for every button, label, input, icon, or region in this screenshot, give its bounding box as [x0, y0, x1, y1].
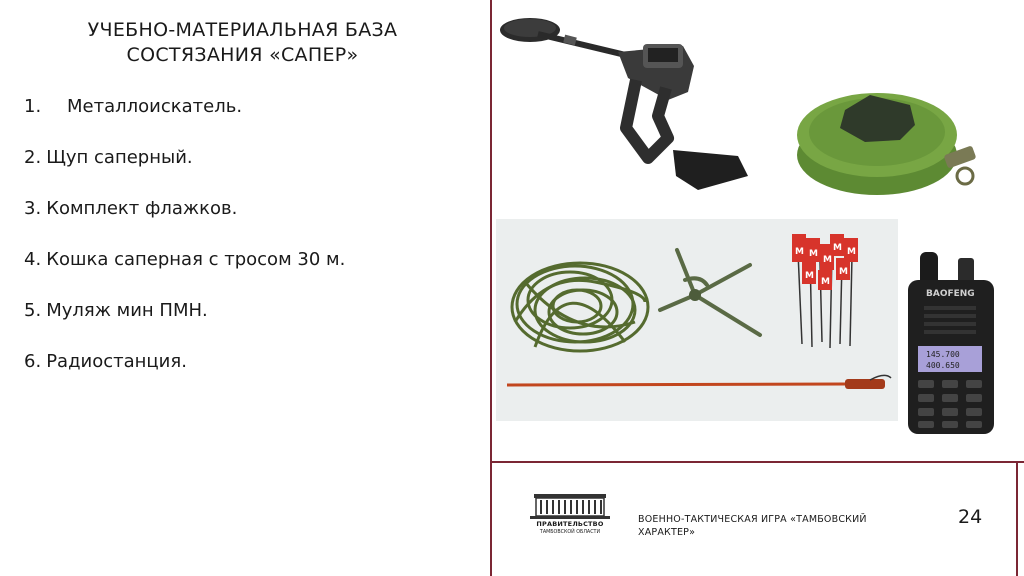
item-number: 4.: [24, 249, 42, 270]
title-line-1: УЧЕБНО-МАТЕРИАЛЬНАЯ БАЗА: [87, 19, 398, 41]
radio-brand: BAOFENG: [926, 289, 975, 299]
item-number: 2.: [24, 147, 42, 168]
metal-detector-image: [498, 8, 760, 198]
flag-letter: М: [805, 271, 814, 281]
item-text: Радиостанция.: [46, 351, 187, 372]
list-item: [24, 197, 345, 248]
item-number: 3.: [24, 198, 42, 219]
slide-title: [40, 18, 445, 68]
item-text: Кошка саперная с тросом 30 м.: [46, 249, 346, 270]
title-line-2: СОСТЯЗАНИЯ «САПЕР»: [126, 44, 359, 66]
footer-caption-line-2: ХАРАКТЕР»: [638, 527, 696, 538]
grapnel-hook-image: [655, 245, 765, 345]
footer-caption-line-1: ВОЕННО-ТАКТИЧЕСКАЯ ИГРА «ТАМБОВСКИЙ: [638, 514, 867, 525]
flag-letter: М: [795, 247, 804, 257]
right-edge-line: [1016, 462, 1018, 576]
item-number: 6.: [24, 351, 42, 372]
flag-letter: М: [839, 267, 848, 277]
flag-letter: М: [823, 255, 832, 265]
government-logo: [528, 492, 612, 544]
logo-caption: ПРАВИТЕЛЬСТВО: [536, 520, 604, 528]
flag-letter: М: [809, 249, 818, 259]
list-item: [24, 248, 345, 299]
list-item: [24, 350, 345, 401]
item-text: Муляж мин ПМН.: [46, 300, 208, 321]
item-number: 5.: [24, 300, 42, 321]
radio-display-1: 145.700: [926, 350, 960, 359]
logo-subcaption: ТАМБОВСКОЙ ОБЛАСТИ: [539, 530, 601, 535]
item-text: Щуп саперный.: [46, 147, 193, 168]
flags-set-image: [790, 232, 865, 352]
page-number: 24: [958, 506, 983, 528]
footer-caption: [638, 513, 908, 539]
item-text: Металлоискатель.: [67, 96, 243, 117]
rope-coil-image: [505, 252, 655, 362]
footer-divider: [490, 461, 1024, 463]
list-item: [24, 95, 345, 146]
list-item: [24, 146, 345, 197]
mine-probe-image: [505, 372, 895, 394]
vertical-divider: [490, 0, 492, 576]
equipment-list: [24, 95, 345, 401]
item-number: 1.: [24, 96, 42, 117]
government-building-icon: [528, 492, 612, 520]
radio-station-image: [902, 250, 998, 436]
flag-letter: М: [821, 277, 830, 287]
radio-display-2: 400.650: [926, 361, 960, 370]
flag-letter: М: [847, 247, 856, 257]
item-text: Комплект флажков.: [46, 198, 238, 219]
mine-dummy-image: [795, 80, 980, 200]
flag-letter: М: [833, 243, 842, 253]
list-item: [24, 299, 345, 350]
